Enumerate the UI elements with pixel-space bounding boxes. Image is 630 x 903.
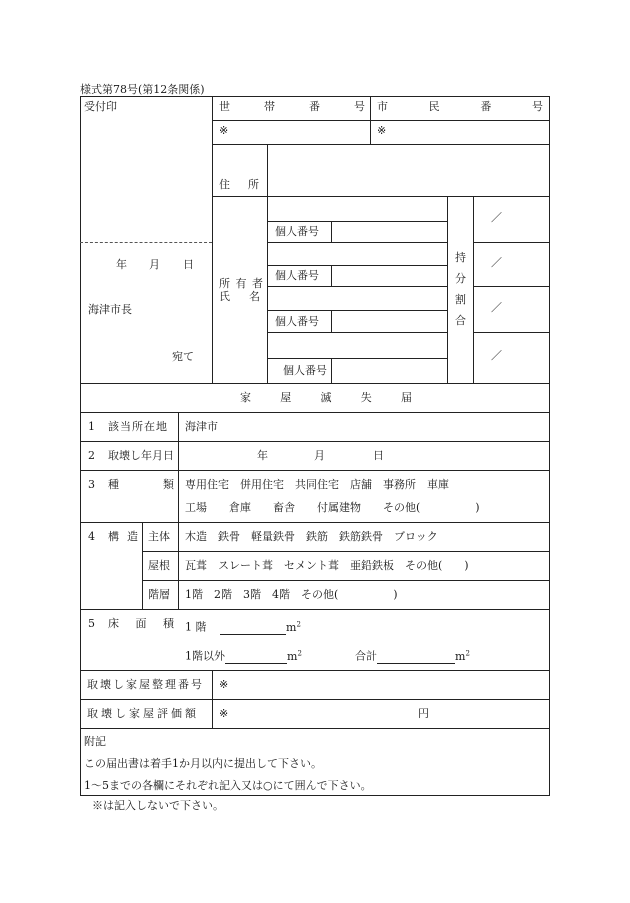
row4-number: 4: [88, 530, 95, 543]
owner1-personal-number-label: 個人番号: [275, 225, 319, 238]
owner4-personal-number-label: 個人番号: [283, 364, 327, 377]
sep-row2: [80, 441, 550, 442]
row3-number: 3: [88, 478, 95, 491]
structure-divider: [142, 522, 143, 610]
structure-roof-label: 屋根: [148, 559, 170, 572]
sep-row4: [80, 522, 550, 523]
floor-area-total-label: 合計: [355, 649, 377, 663]
notes-bottom: [80, 795, 550, 796]
house-value-label: 取壊し家屋評価額: [87, 707, 199, 720]
sep-row5: [80, 609, 550, 610]
structure-sep2: [142, 580, 550, 581]
share3-slash[interactable]: ／: [491, 301, 502, 314]
notes-heading: 附記: [84, 735, 106, 748]
owner3-bottom: [267, 332, 447, 333]
owner2-name-sep: [267, 265, 447, 266]
floor-area-other-input[interactable]: [225, 651, 287, 664]
share3-bottom: [473, 332, 550, 333]
floor-area-total-unit: $m^2$: [455, 649, 470, 663]
structure-roof-options[interactable]: 瓦葺 スレート葺 セメント葺 亜鉛鉄板 その他( ): [185, 559, 469, 572]
reception-date-month: 月: [149, 258, 160, 271]
row4-label: 構 造: [108, 530, 138, 543]
sep-row7: [80, 699, 550, 700]
reception-divider: [212, 96, 213, 384]
addressee-city: 海津市長: [88, 303, 132, 316]
owner-label-divider: [267, 144, 268, 384]
reception-date-year: 年: [116, 258, 127, 271]
notes-left: [80, 728, 81, 796]
address-field[interactable]: [270, 148, 546, 192]
sep-title-top: [80, 383, 550, 384]
type-options-line2[interactable]: 工場 倉庫 畜舎 付属建物 その他( ): [185, 501, 480, 514]
row5-number: 5: [88, 617, 95, 630]
owner-name-label-line1: 所 有 者: [219, 277, 264, 290]
floor-area-other-unit: $m^2$: [287, 649, 302, 663]
share1-bottom: [473, 242, 550, 243]
house-number-label: 取壊し家屋整理番号: [87, 678, 204, 691]
floor-area-first-input[interactable]: [220, 622, 286, 635]
reception-label: 受付印: [84, 100, 117, 113]
owner2-personal-number-label: 個人番号: [275, 269, 319, 282]
floor-area-first: [185, 617, 301, 635]
floor-area-first-label: 1 階: [185, 620, 207, 634]
owner3-pn-divider: [331, 310, 332, 332]
share4-slash[interactable]: ／: [491, 349, 502, 362]
notes-right: [549, 728, 550, 796]
type-options-line1[interactable]: 専用住宅 併用住宅 共同住宅 店舗 事務所 車庫: [185, 478, 449, 491]
owner3-name-sep: [267, 310, 447, 311]
floor-area-other: [185, 646, 302, 664]
address-bottom: [212, 196, 550, 197]
share-col-left: [447, 196, 448, 384]
notes-line2: 1～5までの各欄にそれぞれ記入又は○にて囲んで下さい。: [84, 779, 372, 792]
frame-top: [80, 96, 550, 97]
row3-label: 種 類: [108, 478, 174, 491]
row1-label: 該当所在地: [108, 420, 168, 433]
row2-label: 取壊し年月日: [108, 449, 174, 462]
house-rows-divider: [212, 670, 213, 729]
citizen-number-value[interactable]: ※: [377, 124, 387, 137]
row5-label: 床 面 積: [108, 617, 174, 630]
floor-area-first-unit: $m^2$: [286, 620, 301, 634]
structure-floor-options[interactable]: 1階 2階 3階 4階 その他( ): [185, 588, 398, 601]
structure-floor-label: 階層: [148, 588, 170, 601]
owner1-pn-divider: [331, 221, 332, 242]
notes-line1: この届出書は着手1か月以内に提出して下さい。: [84, 757, 322, 770]
owner4-pn-divider: [331, 358, 332, 383]
structure-main-options[interactable]: 木造 鉄骨 軽量鉄骨 鉄筋 鉄筋鉄骨 ブロック: [185, 530, 438, 543]
owner1-name-sep: [267, 221, 447, 222]
row1-number: 1: [88, 420, 95, 433]
owner2-pn-divider: [331, 265, 332, 286]
structure-sep1: [142, 551, 550, 552]
notes-line3: ※は記入しないで下さい。: [92, 799, 224, 812]
citizen-number-label: 市 民 番 号: [377, 100, 543, 113]
sep-row1: [80, 412, 550, 413]
sep-row6: [80, 670, 550, 671]
row2-number: 2: [88, 449, 95, 462]
share-col-right: [473, 196, 474, 384]
floor-area-total-input[interactable]: [377, 651, 455, 664]
demolition-day[interactable]: 日: [373, 449, 384, 462]
frame-bottom: [80, 728, 550, 729]
share-label: 持 分 割 合: [455, 251, 466, 327]
floor-area-total: [355, 646, 470, 664]
number-bottom: [212, 144, 550, 145]
owner4-name-sep: [267, 358, 447, 359]
owner1-bottom: [267, 242, 447, 243]
household-number-label: 世 帯 番 号: [219, 100, 365, 113]
location-value[interactable]: 海津市: [185, 420, 218, 433]
share2-bottom: [473, 286, 550, 287]
form-title: 様式第78号(第12条関係): [80, 83, 205, 96]
owner2-bottom: [267, 286, 447, 287]
owner3-personal-number-label: 個人番号: [275, 315, 319, 328]
share1-slash[interactable]: ／: [491, 211, 502, 224]
section-title: 家 屋 滅 失 届: [240, 391, 412, 404]
reception-dashed-line: [80, 242, 212, 243]
house-value-unit: 円: [418, 707, 429, 720]
address-label: 住 所: [219, 178, 259, 191]
share2-slash[interactable]: ／: [491, 256, 502, 269]
number-sep: [212, 120, 550, 121]
addressee-suffix: 宛て: [172, 350, 194, 363]
demolition-month[interactable]: 月: [314, 449, 325, 462]
owner-name-label-line2: 氏 名: [219, 290, 261, 303]
structure-main-label: 主体: [148, 530, 170, 543]
house-number-value[interactable]: ※: [219, 678, 229, 691]
reception-date-day: 日: [183, 258, 194, 271]
sep-row3: [80, 470, 550, 471]
demolition-year[interactable]: 年: [257, 449, 268, 462]
floor-area-other-label: 1階以外: [185, 649, 225, 663]
household-number-value[interactable]: ※: [219, 124, 229, 137]
house-value-value[interactable]: ※: [219, 707, 229, 720]
